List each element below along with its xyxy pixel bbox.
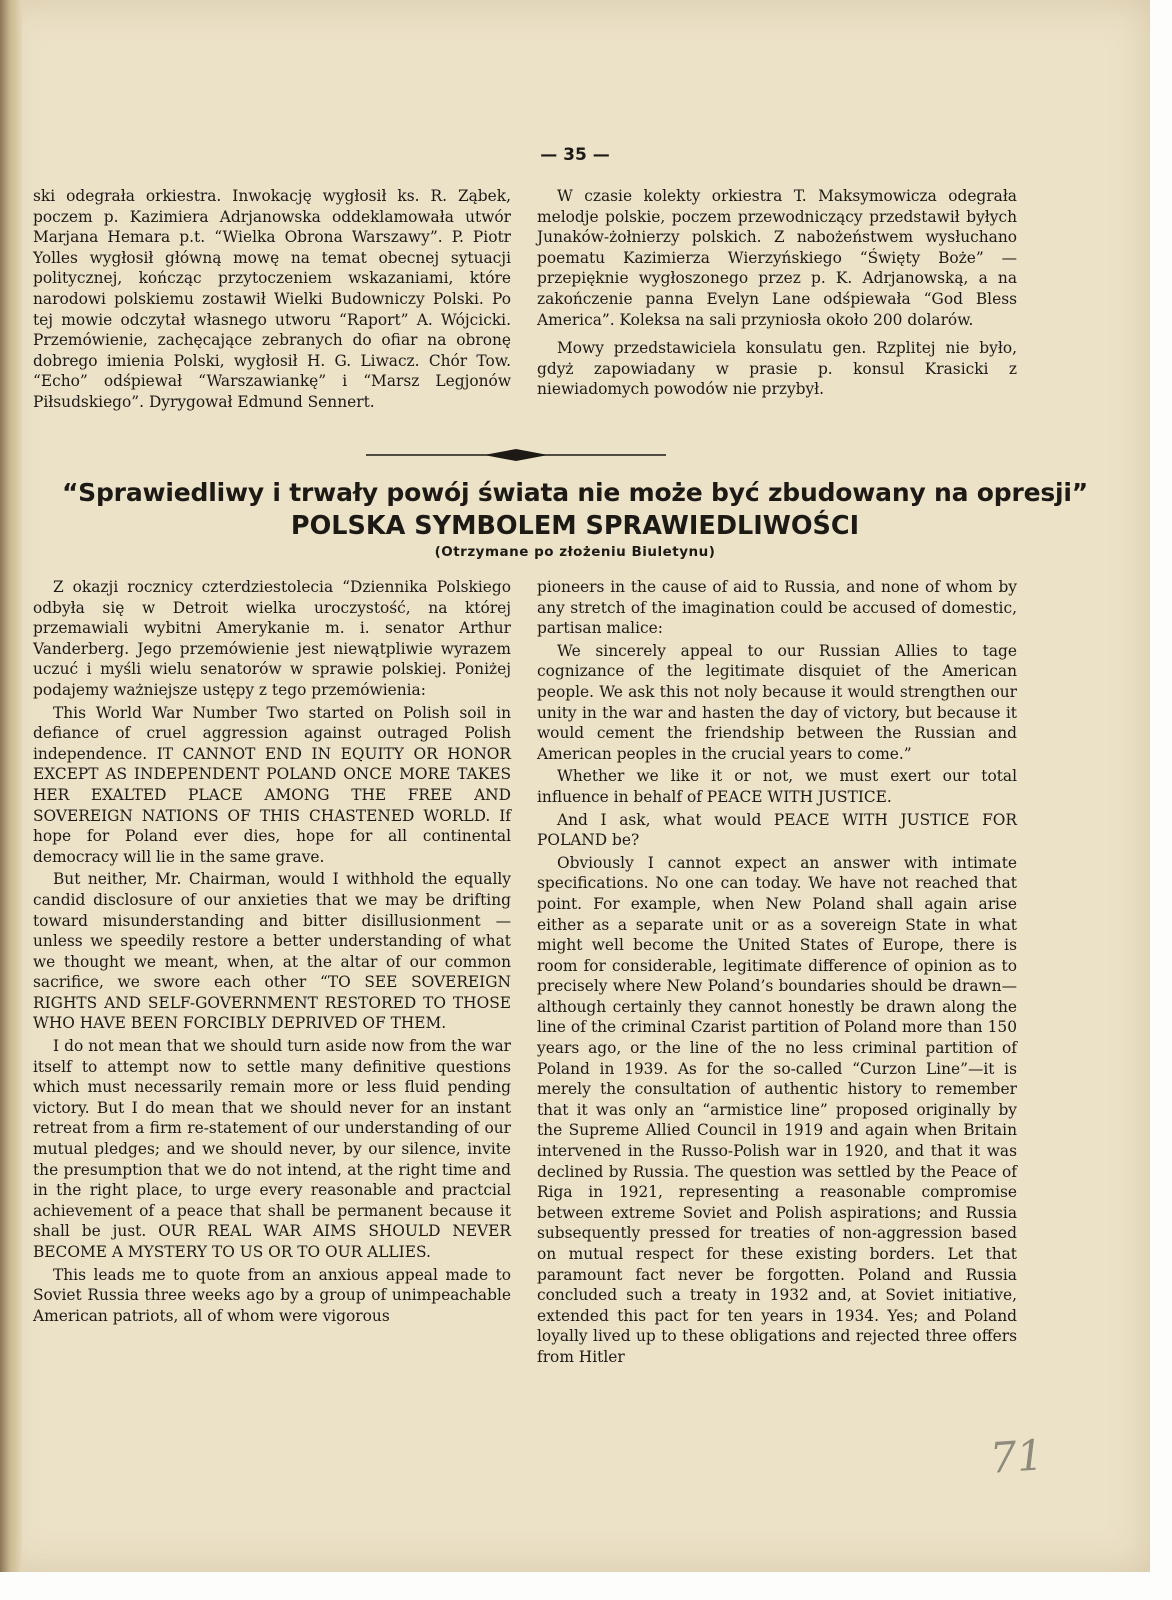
article-paragraph: And I ask, what would PEACE WITH JUSTICE FOR POLAND be?	[537, 810, 1017, 850]
report-column-right	[537, 186, 1017, 402]
article-column-right	[537, 577, 1017, 1370]
article-title: POLSKA SYMBOLEM SPRAWIEDLIWOŚCI	[290, 511, 860, 541]
article-paragraph: We sincerely appeal to our Russian Allies to tage cognizance of the legitimate disquiet of the American people. We ask this not noly because it would strengthen our unity in the war and hasten the day of victory, but because it would cement the friendship between the Russian and American peoples in the crucial years to come.”	[537, 641, 1017, 763]
article-paragraph: But neither, Mr. Chairman, would I withhold the equally candid disclosure of our anxieties that we may be drifting toward misunderstanding and bitter disillusionment — unless we speedily restore a better understanding of what we thought we meant, when, at the altar of our common sacrifice, we swore each other “TO SEE SOVEREIGN RIGHTS AND SELF-GOVERNMENT RESTORED TO THOSE WHO HAVE BEEN FORCIBLY DEPRIVED OF THEM.	[33, 870, 511, 1033]
article-headline: “Sprawiedliwy i trwały powój świata nie może być zbudowany na opresji”	[61, 478, 1089, 507]
article-paragraph: This World War Number Two started on Polish soil in defiance of cruel aggression against outraged Polish independence. IT CANNOT END IN EQUITY OR HONOR EXCEPT AS INDEPENDENT POLAND ONCE MORE TAKES HER EXALTED PLACE AMONG THE FREE AND SOVEREIGN NATIONS OF THIS CHASTENED WORLD. If hope for Poland ever dies, hope for all continental democracy will lie in the same grave.	[33, 703, 511, 866]
article-note: (Otrzymane po złożeniu Biuletynu)	[434, 544, 716, 560]
report-paragraph: W czasie kolekty orkiestra T. Maksymowicza odegrała melodje polskie, poczem przewodniczący przedstawił byłych Junaków-żołnierzy polskich. Z nabożeństwem wysłuchano poematu Kazimierza Wierzyńskiego “Święty Boże” — przepięknie wygłoszonego przez p. K. Adrjanowską, a na zakończenie panna Evelyn Lane odśpiewała “God Bless America”. Koleksa na sali przyniosła około 200 dolarów.	[537, 187, 1017, 329]
handwritten-page-mark: 71	[988, 1430, 1046, 1483]
page-number: — 35 —	[540, 145, 610, 165]
section-divider	[366, 448, 666, 462]
article-paragraph: Obviously I cannot expect an answer with intimate specifications. No one can today. We have not reached that point. For example, when New Poland shall again arise either as a separate unit or as a sovereign State in what might well become the United States of Europe, there is room for considerable, legitimate difference of opinion as to precisely where New Poland’s boundaries should be drawn—although certainly they cannot honestly be drawn along the line of the criminal Czarist partition of Poland more than 150 years ago, or the line of the no less criminal partition of Poland in 1939. As for the so-called “Curzon Line”—it is merely the consultation of authentic history to remember that it was only an “armistice line” proposed originally by the Supreme Allied Council in 1919 and again when Britain intervened in the Russo-Polish war in 1920, and that it was declined by Russia. The question was settled by the Peace of Riga in 1921, representing a reasonable compromise between extreme Soviet and Polish aspirations; and Russia subsequently pressed for treaties of non-aggression based on mutual respect for these existing borders. Let that paramount fact never be forgotten. Poland and Russia concluded such a treaty in 1932 and, at Soviet initiative, extended this pact for ten years in 1934. Yes; and Poland loyally lived up to these obligations and rejected three offers from Hitler	[537, 853, 1017, 1366]
report-paragraph: Mowy przedstawiciela konsulatu gen. Rzplitej nie było, gdyż zapowiadany w prasie p. konsul Krasicki z niewiadomych powodów nie przybył.	[537, 339, 1017, 399]
article-paragraph: pioneers in the cause of aid to Russia, and none of whom by any stretch of the imagination could be accused of domestic, partisan malice:	[537, 578, 1017, 638]
report-column-left	[33, 186, 511, 415]
article-paragraph: Whether we like it or not, we must exert our total influence in behalf of PEACE WITH JUSTICE.	[537, 767, 1017, 806]
article-paragraph: This leads me to quote from an anxious appeal made to Soviet Russia three weeks ago by a group of unimpeachable American patriots, all of whom were vigorous	[33, 1265, 511, 1325]
binding-spine	[0, 0, 22, 1572]
article-column-left	[33, 577, 511, 1328]
article-paragraph: I do not mean that we should turn aside now from the war itself to attempt now to settle many definitive questions which must necessarily remain more or less fluid pending victory. But I do mean that we should never for an instant retreat from a firm re-statement of our understanding of our mutual pledges; and we should never, by our silence, invite the presumption that we do not intend, at the right time and in the right place, to urge every reasonable and practcial achievement of a peace that shall be permanent because it shall be just. OUR REAL WAR AIMS SHOULD NEVER BECOME A MYSTERY TO US OR TO OUR ALLIES.	[33, 1037, 511, 1261]
article-paragraph: Z okazji rocznicy czterdziestolecia “Dziennika Polskiego odbyła się w Detroit wielka uroczystość, na której przemawiali wybitni Amerykanie m. i. senator Arthur Vanderberg. Jego przemówienie jest niewątpliwie wyrazem uczuć i myśli wielu senatorów w sprawie polskiej. Poniżej podajemy ważniejsze ustępy z tego przemówienia:	[33, 578, 511, 699]
report-paragraph: ski odegrała orkiestra. Inwokację wygłosił ks. R. Ząbek, poczem p. Kazimiera Adrjanowska oddeklamowała utwór Marjana Hemara p.t. “Wielka Obrona Warszawy”. P. Piotr Yolles wygłosił główną mowę na temat obecnej sytuacji politycznej, kończąc przytoczeniem wskazaniami, które narodowi polskiemu zostawił Wielki Budowniczy Polski. Po tej mowie odczytał własnego utworu “Raport” A. Wójcicki. Przemówienie, zachęcające zebranych do ofiar na obronę dobrego imienia Polski, wygłosił H. G. Liwacz. Chór Tow. “Echo” odśpiewał “Warszawiankę” i “Marsz Legjonów Piłsudskiego”. Dyrygował Edmund Sennert.	[33, 187, 511, 411]
